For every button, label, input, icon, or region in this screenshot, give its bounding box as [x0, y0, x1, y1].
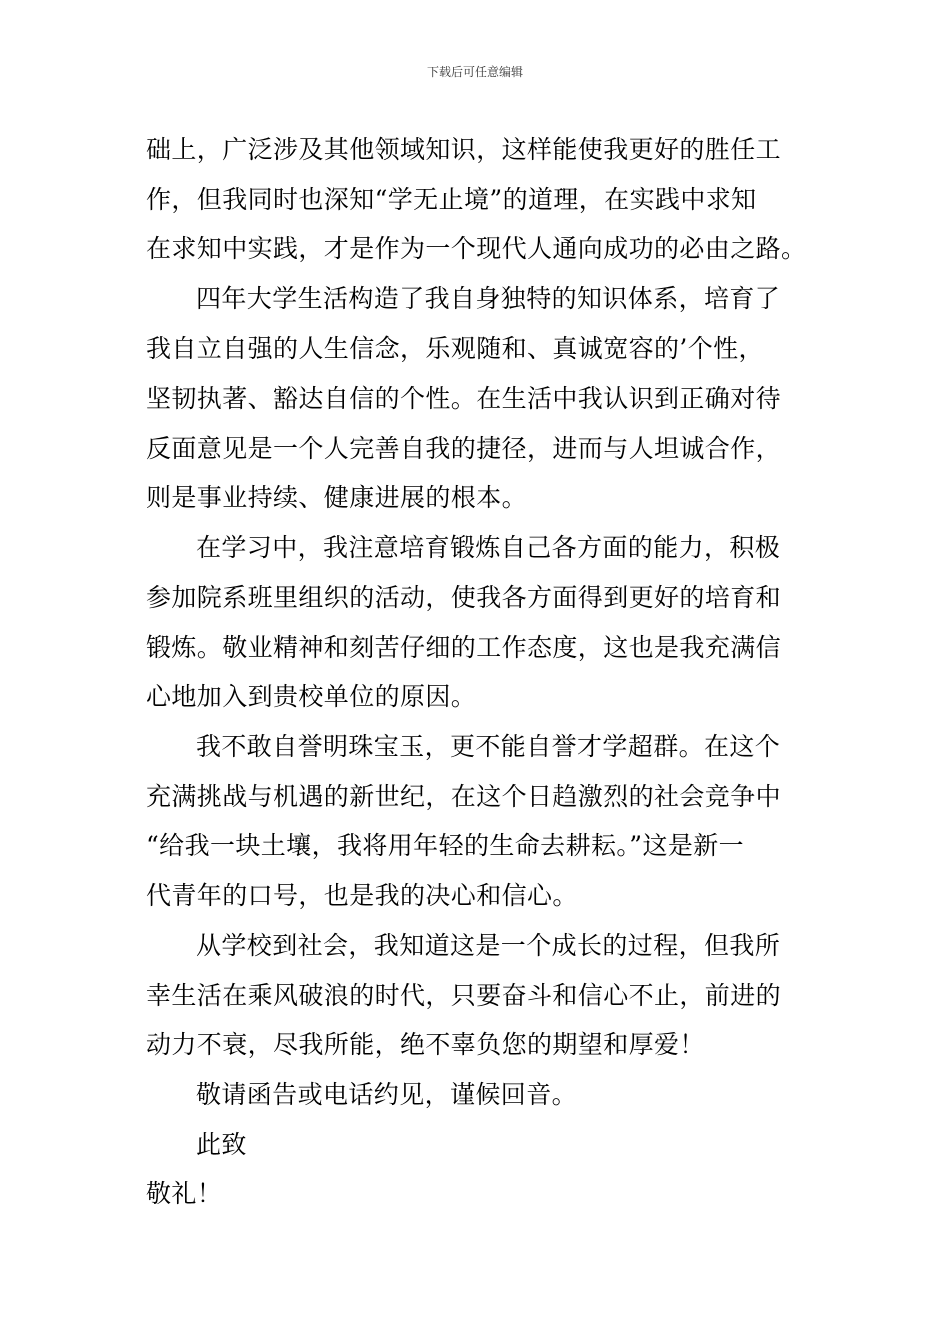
salutation-jingli: 敬礼！ [146, 1179, 223, 1208]
text-line: 锻炼。敬业精神和刻苦仔细的工作态度，这也是我充满信 [146, 633, 782, 662]
text-line: 动力不衰，尽我所能，绝不辜负您的期望和厚爱！ [146, 1030, 705, 1059]
text-line: 反面意见是一个人完善自我的捷径，进而与人坦诚合作， [146, 434, 782, 463]
paragraph-first-line: 从学校到社会，我知道这是一个成长的过程，但我所 [196, 931, 781, 960]
text-line: 代青年的口号，也是我的决心和信心。 [146, 881, 578, 910]
text-line: 础上，广泛涉及其他领域知识，这样能使我更好的胜任工 [146, 135, 782, 164]
text-line: 作，但我同时也深知“学无止境”的道理，在实践中求知 [146, 185, 757, 214]
text-line: “给我一块土壤，我将用年轻的生命去耕耘。”这是新一 [146, 831, 745, 860]
text-line: 在求知中实践，才是作为一个现代人通向成功的必由之路。 [146, 234, 807, 263]
text-line: 参加院系班里组织的活动，使我各方面得到更好的培育和 [146, 583, 782, 612]
text-line: 坚韧执著、豁达自信的个性。在生活中我认识到正确对待 [146, 384, 782, 413]
text-line: 充满挑战与机遇的新世纪，在这个日趋激烈的社会竞争中 [146, 782, 782, 811]
page-header-note: 下载后可任意编辑 [426, 65, 523, 79]
text-line: 则是事业持续、健康进展的根本。 [146, 483, 528, 512]
salutation-cizhi: 此致 [196, 1130, 247, 1159]
text-line: 幸生活在乘风破浪的时代，只要奋斗和信心不止，前进的 [146, 981, 782, 1010]
paragraph-first-line: 我不敢自誉明珠宝玉，更不能自誉才学超群。在这个 [196, 732, 781, 761]
paragraph-first-line: 在学习中，我注意培育锻炼自己各方面的能力，积极 [196, 533, 781, 562]
text-line: 我自立自强的人生信念，乐观随和、真诚宽容的’个性， [146, 334, 764, 363]
closing-request-line: 敬请函告或电话约见，谨候回音。 [196, 1080, 578, 1109]
paragraph-first-line: 四年大学生活构造了我自身独特的知识体系，培育了 [196, 284, 781, 313]
text-line: 心地加入到贵校单位的原因。 [146, 682, 477, 711]
